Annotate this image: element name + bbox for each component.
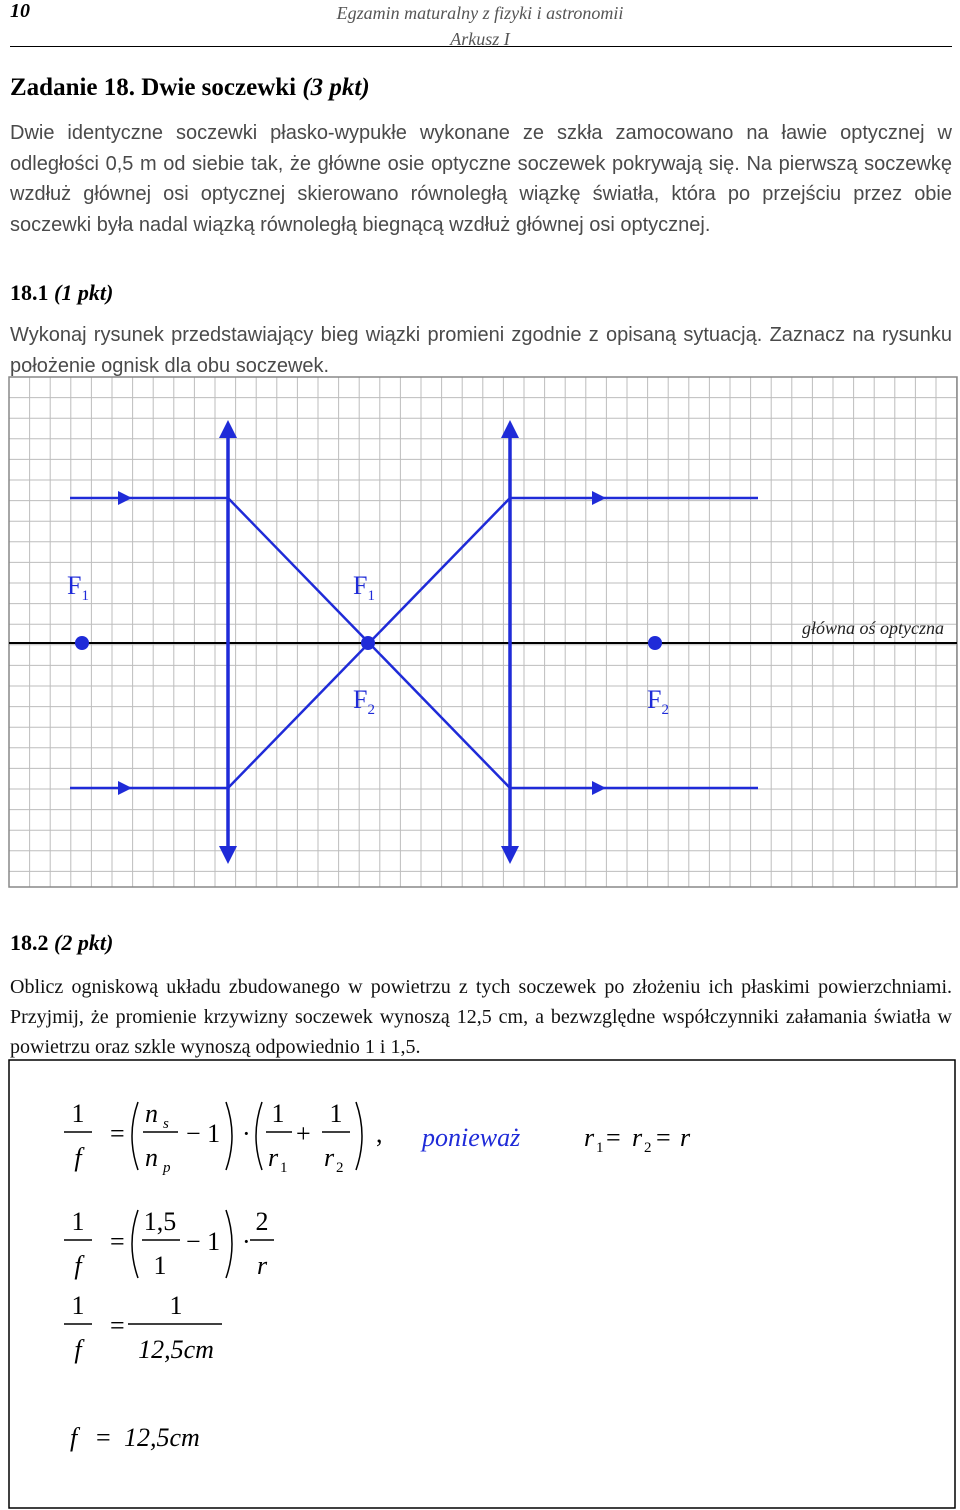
svg-text:f: f (74, 1143, 82, 1172)
svg-text:1: 1 (280, 1160, 288, 1176)
svg-text:1,5: 1,5 (143, 1207, 177, 1236)
ray-diagram (0, 372, 960, 920)
ray-lower-out-arrow (592, 491, 606, 505)
ray-lower-in-arrow (118, 781, 132, 795)
subtask-points: (2 pkt) (54, 930, 114, 955)
task-number: Zadanie 18. (10, 74, 136, 101)
task-points: (3 pkt) (302, 74, 370, 101)
svg-text:f: f (70, 1423, 78, 1452)
equation-4 (70, 1423, 200, 1452)
subtask-18-2-heading (10, 930, 113, 956)
svg-text:r: r (324, 1143, 335, 1172)
label-f1-left: $F_1$ (67, 571, 89, 604)
svg-text:s: s (163, 1116, 169, 1132)
svg-text:,: , (376, 1119, 383, 1148)
svg-text:1: 1 (153, 1251, 167, 1280)
subtask-18-1-heading (10, 280, 113, 306)
svg-text:1: 1 (329, 1099, 343, 1128)
svg-text:r: r (632, 1123, 643, 1152)
exam-sheet: Arkusz I (450, 29, 510, 49)
svg-text:=: = (110, 1227, 125, 1256)
svg-text:f: f (74, 1251, 82, 1280)
svg-text:1: 1 (71, 1207, 85, 1236)
svg-text:f: f (74, 1335, 82, 1364)
svg-text:2: 2 (644, 1140, 652, 1156)
label-f1-right: $F_1$ (353, 571, 375, 604)
focus-f2-right (648, 636, 662, 650)
svg-text:12,5cm: 12,5cm (124, 1423, 200, 1452)
solution-box (0, 1058, 960, 1510)
equation-1 (64, 1099, 691, 1176)
equation-2 (64, 1207, 274, 1280)
svg-text:p: p (163, 1160, 171, 1176)
svg-text:− 1: − 1 (186, 1119, 221, 1148)
focus-common (361, 636, 375, 650)
subtask-number: 18.2 (10, 930, 49, 955)
ray-upper-in-arrow (118, 491, 132, 505)
ray-upper-out-arrow (592, 781, 606, 795)
page-number: 10 (10, 0, 30, 22)
equation-3 (64, 1291, 222, 1364)
svg-text:n: n (145, 1099, 158, 1128)
svg-text:r: r (680, 1123, 691, 1152)
svg-text:1: 1 (169, 1291, 183, 1320)
svg-text:·: · (242, 1227, 251, 1256)
svg-text:=: = (606, 1123, 621, 1152)
exam-title: Egzamin maturalny z fizyki i astronomii (336, 3, 624, 23)
svg-text:− 1: − 1 (186, 1227, 221, 1256)
svg-text:r: r (584, 1123, 595, 1152)
svg-text:+: + (296, 1119, 311, 1148)
lens-1-top-arrow (219, 420, 237, 438)
task-title (10, 74, 370, 102)
svg-text:2: 2 (255, 1207, 269, 1236)
task-name: Dwie soczewki (141, 74, 297, 101)
header-rule (10, 46, 952, 47)
label-f2-left: $F_2$ (353, 685, 375, 718)
subtask-18-2-instruction: Oblicz ogniskową układu zbudowanego w powietrzu z tych soczewek po złożeniu ich płaskimi powierzchniami. Przyjmij, że promienie krzywizny soczewek wynoszą 12,5 cm, a bezwzględne współczynniki załamania światła w powietrzu oraz szkle wynoszą odpowiednio 1 i 1,5. (10, 976, 952, 1058)
label-f2-right: $F_2$ (647, 685, 669, 718)
subtask-18-1-instruction: Wykonaj rysunek przedstawiający bieg wiązki promieni zgodnie z opisaną sytuacją. Zaznacz na rysunku położenie ognisk dla obu soczewek. (10, 324, 952, 377)
task-intro: Dwie identyczne soczewki płasko-wypukłe wykonane ze szkła zamocowano na ławie optycznej w odległości 0,5 m od siebie tak, że główne osie optyczne soczewek pokrywają się. Na pierwszą soczewkę wzdłuż głównej osi optycznej skierowano równoległą wiązkę światła, która po przejściu przez obie soczewki była nadal wiązką równoległą biegnącą wzdłuż głównej osi optycznej. (10, 122, 952, 236)
svg-text:2: 2 (336, 1160, 344, 1176)
exam-header (280, 0, 680, 52)
svg-text:·: · (242, 1119, 251, 1148)
svg-text:=: = (656, 1123, 671, 1152)
lens-1-bottom-arrow (219, 846, 237, 864)
svg-text:=: = (96, 1423, 111, 1452)
subtask-points: (1 pkt) (54, 280, 114, 305)
svg-text:1: 1 (71, 1291, 85, 1320)
svg-text:ponieważ: ponieważ (422, 1123, 521, 1152)
svg-text:12,5cm: 12,5cm (138, 1335, 214, 1364)
svg-text:n: n (145, 1143, 158, 1172)
svg-text:=: = (110, 1119, 125, 1148)
axis-label: główna oś optyczna (802, 618, 944, 638)
svg-text:r: r (268, 1143, 279, 1172)
svg-text:1: 1 (271, 1099, 285, 1128)
svg-text:1: 1 (71, 1099, 85, 1128)
focus-f1-left (75, 636, 89, 650)
svg-text:r: r (256, 1251, 268, 1280)
svg-text:=: = (110, 1311, 125, 1340)
svg-text:1: 1 (596, 1140, 604, 1156)
subtask-number: 18.1 (10, 280, 49, 305)
